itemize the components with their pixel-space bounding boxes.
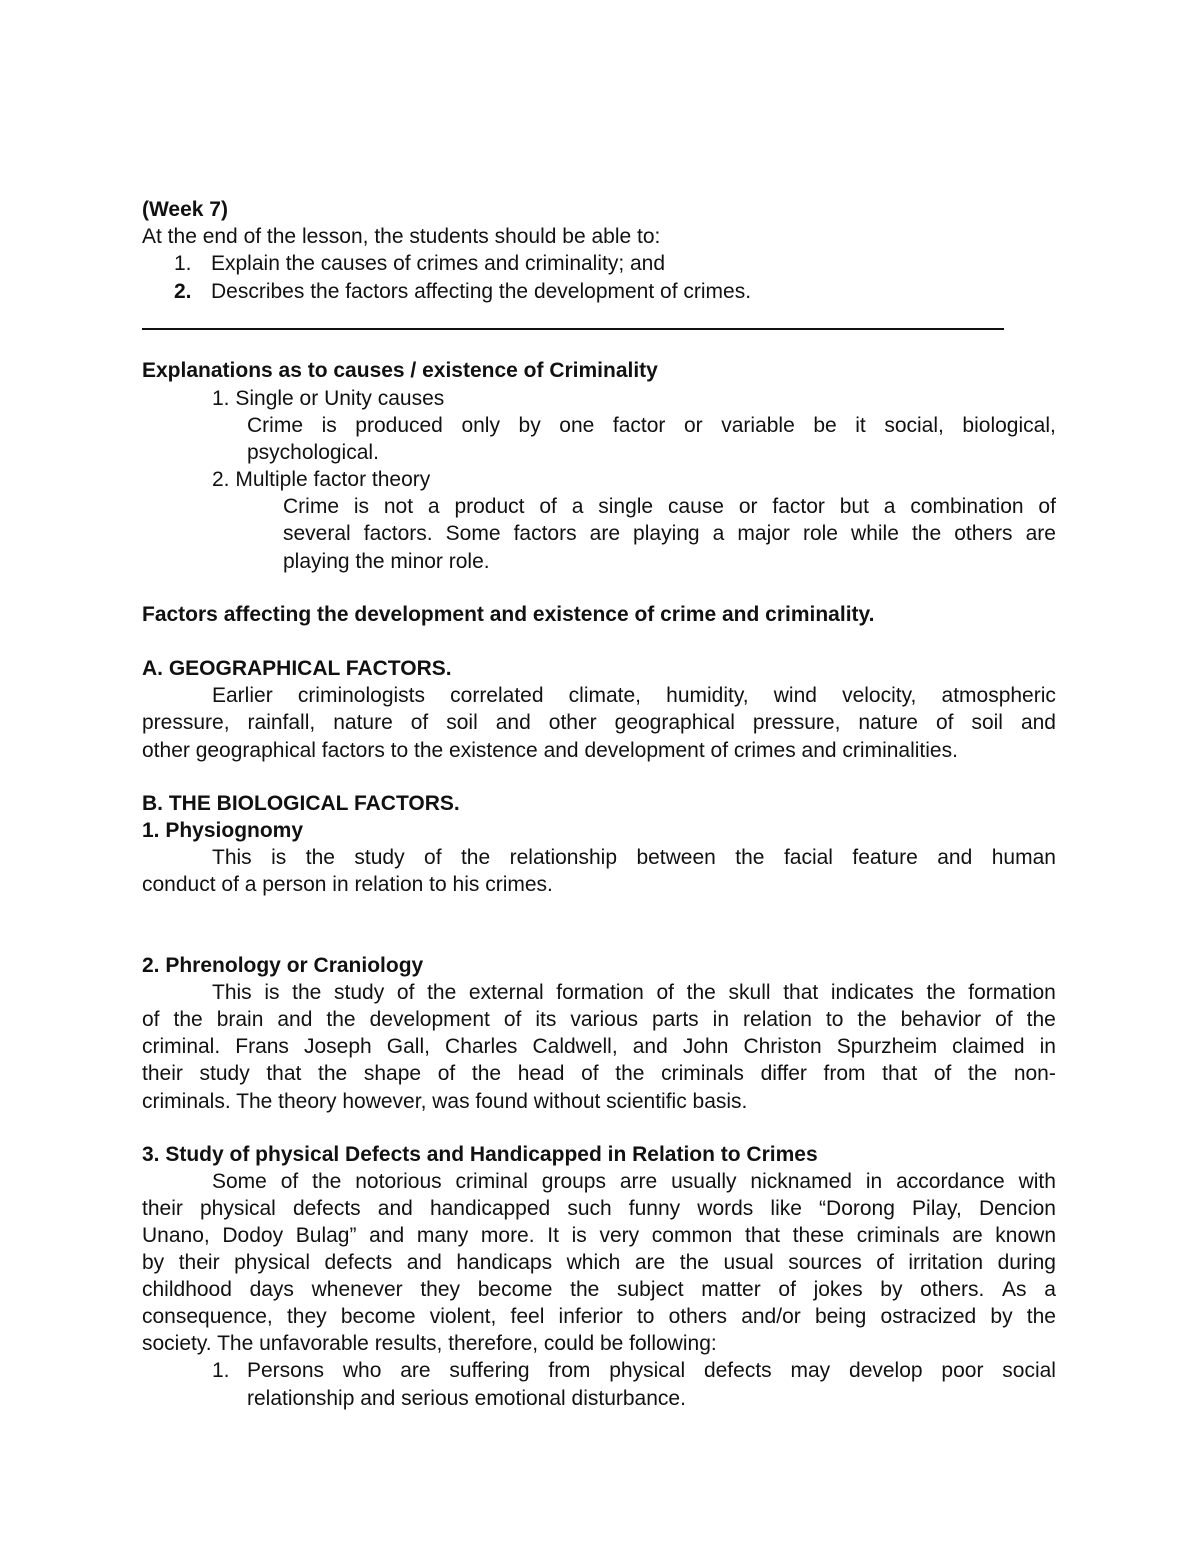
word: relationship: [509, 846, 618, 869]
word: humidity,: [666, 684, 749, 707]
word: many: [416, 1224, 469, 1247]
word: from: [823, 1062, 866, 1085]
word: Some: [445, 522, 501, 545]
paragraph-line: criminals. The theory however, was found without scientific basis.: [142, 1090, 748, 1113]
word: study: [199, 1062, 250, 1085]
word: these: [792, 1224, 845, 1247]
word: Earlier: [212, 684, 273, 707]
explanations-heading: Explanations as to causes / existence of Criminality: [142, 359, 658, 382]
word: a: [883, 495, 896, 518]
word: the: [292, 981, 322, 1004]
word: the: [926, 981, 956, 1004]
word: their: [142, 1197, 183, 1220]
word: is: [321, 414, 337, 437]
word: Frans: [235, 1035, 289, 1058]
word: skull: [728, 981, 771, 1004]
justified-line: [212, 1168, 1056, 1195]
justified-line: [247, 412, 1056, 439]
word: Gall,: [386, 1035, 430, 1058]
word: feel: [510, 1305, 545, 1328]
word: with: [1018, 1170, 1056, 1193]
word: social,: [884, 414, 944, 437]
word: claimed: [952, 1035, 1025, 1058]
word: study: [354, 846, 405, 869]
word: the: [911, 522, 942, 545]
word: of: [656, 981, 675, 1004]
word: the: [312, 1170, 342, 1193]
word: Crime: [247, 414, 303, 437]
word: geographical: [614, 711, 735, 734]
word: the: [427, 981, 457, 1004]
justified-line: [142, 1060, 1056, 1087]
word: variable: [721, 414, 795, 437]
word: Crime: [283, 495, 339, 518]
word: of: [1038, 495, 1056, 518]
word: and: [406, 1251, 442, 1274]
word: Charles: [445, 1035, 518, 1058]
word: a: [571, 495, 584, 518]
word: indicates: [830, 981, 914, 1004]
word: funny: [628, 1197, 681, 1220]
paragraph-line: relationship and serious emotional disturbance.: [247, 1387, 686, 1410]
word: behavior: [900, 1008, 982, 1031]
word: Joseph: [304, 1035, 372, 1058]
word: external: [468, 981, 544, 1004]
word: that: [745, 1224, 781, 1247]
word: nicknamed: [750, 1170, 852, 1193]
word: while: [851, 522, 899, 545]
word: nature: [858, 711, 918, 734]
word: “Dorong: [819, 1197, 895, 1220]
word: inferior: [558, 1305, 623, 1328]
subsection-heading: 2. Phrenology or Craniology: [142, 954, 424, 977]
paragraph-line: playing the minor role.: [283, 550, 490, 573]
word: nature: [333, 711, 393, 734]
word: formation: [556, 981, 644, 1004]
word: John: [682, 1035, 729, 1058]
word: formation: [968, 981, 1056, 1004]
justified-line: [142, 1006, 1056, 1033]
word: criminal.: [142, 1035, 221, 1058]
justified-line: [212, 682, 1056, 709]
word: soil: [446, 711, 478, 734]
word: defects: [324, 1251, 393, 1274]
word: become: [340, 1305, 416, 1328]
word: the: [318, 1062, 348, 1085]
word: and: [1020, 711, 1056, 734]
factors-heading: Factors affecting the development and existence of crime and criminality.: [142, 603, 875, 626]
word: human: [991, 846, 1056, 869]
justified-line: [283, 493, 1056, 520]
word: differ: [760, 1062, 807, 1085]
word: of: [396, 981, 415, 1004]
word: may: [790, 1359, 831, 1382]
word: the: [305, 846, 335, 869]
word: matter: [701, 1278, 761, 1301]
word: the: [615, 1062, 645, 1085]
word: is: [571, 1224, 587, 1247]
word: is: [353, 495, 370, 518]
list-item-title: 2. Multiple factor theory: [212, 468, 431, 491]
word: single: [598, 495, 654, 518]
justified-line: [142, 1249, 1056, 1276]
word: which: [566, 1251, 621, 1274]
word: their: [142, 1062, 183, 1085]
word: feature: [852, 846, 918, 869]
word: being: [814, 1305, 867, 1328]
word: Pilay,: [912, 1197, 962, 1220]
separator-line: [142, 328, 1004, 330]
word: brain: [216, 1008, 264, 1031]
word: combination: [910, 495, 1024, 518]
word: produced: [355, 414, 443, 437]
justified-line: [212, 844, 1056, 871]
word: soil: [971, 711, 1003, 734]
word: of: [280, 1170, 299, 1193]
justified-line: [142, 1195, 1056, 1222]
word: several: [283, 522, 351, 545]
paragraph-line: psychological.: [247, 441, 379, 464]
word: of: [539, 495, 557, 518]
objective-number: 2.: [174, 280, 192, 303]
word: various: [570, 1008, 639, 1031]
word: the: [1026, 1008, 1056, 1031]
word: from: [548, 1359, 591, 1382]
word: a: [427, 495, 440, 518]
word: factors: [513, 522, 577, 545]
word: correlated: [450, 684, 544, 707]
paragraph-line: conduct of a person in relation to his crimes.: [142, 873, 553, 896]
word: very: [599, 1224, 640, 1247]
word: are: [634, 1251, 666, 1274]
word: others.: [920, 1278, 985, 1301]
word: criminals: [856, 1224, 940, 1247]
subsection-heading: 1. Physiognomy: [142, 819, 304, 842]
word: the: [326, 1008, 356, 1031]
word: the: [735, 846, 765, 869]
word: notorious: [355, 1170, 442, 1193]
word: others: [954, 522, 1013, 545]
justified-line: [212, 979, 1056, 1006]
list-item-title: 1. Single or Unity causes: [212, 387, 445, 410]
word: Caldwell,: [532, 1035, 618, 1058]
word: and: [369, 1224, 405, 1247]
word: are: [952, 1224, 983, 1247]
word: in: [1039, 1035, 1056, 1058]
word: others: [668, 1305, 728, 1328]
word: violent,: [429, 1305, 497, 1328]
paragraph-line: other geographical factors to the existence and development of crimes and criminalities.: [142, 739, 958, 762]
word: they: [286, 1305, 327, 1328]
word: parts: [652, 1008, 699, 1031]
word: Bulag”: [295, 1224, 357, 1247]
word: known: [995, 1224, 1056, 1247]
word: physical: [199, 1197, 276, 1220]
word: who: [342, 1359, 382, 1382]
word: the: [471, 1062, 502, 1085]
word: of: [424, 846, 442, 869]
word: Dodoy: [222, 1224, 284, 1247]
word: This: [212, 981, 252, 1004]
word: atmospheric: [941, 684, 1056, 707]
word: such: [567, 1197, 612, 1220]
objective-text: Describes the factors affecting the development of crimes.: [211, 280, 752, 303]
word: the: [173, 1008, 203, 1031]
word: criminals: [661, 1062, 744, 1085]
word: of: [437, 1062, 456, 1085]
justified-line: [283, 520, 1056, 547]
word: is: [264, 981, 280, 1004]
section-heading: B. THE BIOLOGICAL FACTORS.: [142, 792, 460, 815]
word: factor: [772, 495, 825, 518]
word: criminologists: [297, 684, 426, 707]
justified-line: [142, 1303, 1056, 1330]
word: the: [460, 846, 491, 869]
list-item-number: 1.: [212, 1359, 230, 1382]
word: irritation: [908, 1251, 984, 1274]
word: playing: [633, 522, 700, 545]
word: groups: [541, 1170, 606, 1193]
word: the: [570, 1278, 600, 1301]
word: other: [548, 711, 597, 734]
word: in: [865, 1170, 883, 1193]
word: more.: [480, 1224, 535, 1247]
word: Christon: [743, 1035, 822, 1058]
word: Spurzheim: [836, 1035, 938, 1058]
word: its: [535, 1008, 557, 1031]
word: or: [683, 414, 703, 437]
word: poor: [941, 1359, 984, 1382]
word: the: [967, 1062, 998, 1085]
word: product: [454, 495, 525, 518]
word: childhood: [142, 1278, 232, 1301]
word: words: [697, 1197, 754, 1220]
word: suffering: [449, 1359, 530, 1382]
word: of: [581, 1062, 599, 1085]
word: be: [813, 414, 837, 437]
word: handicapped: [429, 1197, 551, 1220]
word: the: [679, 1251, 709, 1274]
word: of: [410, 711, 429, 734]
word: during: [997, 1251, 1056, 1274]
word: facial: [783, 846, 833, 869]
word: is: [271, 846, 287, 869]
word: study: [334, 981, 385, 1004]
word: and: [377, 1197, 413, 1220]
word: Persons: [247, 1359, 325, 1382]
word: As: [1002, 1278, 1027, 1301]
word: and: [937, 846, 973, 869]
word: that: [783, 981, 819, 1004]
word: but: [839, 495, 869, 518]
word: ostracized: [880, 1305, 977, 1328]
paragraph-line: society. The unfavorable results, therefore, could be following:: [142, 1332, 717, 1355]
word: develop: [849, 1359, 923, 1382]
word: criminal: [455, 1170, 528, 1193]
word: a: [712, 522, 725, 545]
word: pressure,: [142, 711, 230, 734]
word: physical: [234, 1251, 310, 1274]
word: of: [933, 1062, 952, 1085]
word: by: [990, 1305, 1013, 1328]
word: velocity,: [842, 684, 917, 707]
word: It: [547, 1224, 559, 1247]
word: between: [636, 846, 716, 869]
word: and: [495, 711, 531, 734]
word: consequence,: [142, 1305, 273, 1328]
word: defects: [703, 1359, 772, 1382]
word: or: [738, 495, 758, 518]
word: common: [651, 1224, 733, 1247]
word: subject: [616, 1278, 684, 1301]
word: cause: [667, 495, 724, 518]
word: pressure,: [752, 711, 841, 734]
word: shape: [363, 1062, 422, 1085]
word: the: [857, 1008, 887, 1031]
word: This: [212, 846, 252, 869]
word: Some: [212, 1170, 267, 1193]
word: their: [178, 1251, 220, 1274]
word: head: [517, 1062, 565, 1085]
word: are: [589, 522, 620, 545]
word: they: [420, 1278, 461, 1301]
objective-number: 1.: [174, 252, 192, 275]
word: a: [1044, 1278, 1056, 1301]
word: that: [266, 1062, 302, 1085]
word: it: [855, 414, 866, 437]
word: of: [995, 1008, 1013, 1031]
word: jokes: [813, 1278, 863, 1301]
word: days: [249, 1278, 294, 1301]
word: of: [778, 1278, 796, 1301]
word: handicaps: [456, 1251, 553, 1274]
word: to: [825, 1008, 844, 1031]
word: in: [712, 1008, 730, 1031]
word: climate,: [568, 684, 642, 707]
justified-line: [142, 1276, 1056, 1303]
word: whenever: [311, 1278, 403, 1301]
word: usually: [671, 1170, 737, 1193]
objectives-intro: At the end of the lesson, the students should be able to:: [142, 225, 661, 248]
justified-line: [247, 1357, 1056, 1384]
word: only: [461, 414, 500, 437]
word: sources: [788, 1251, 862, 1274]
word: rainfall,: [247, 711, 316, 734]
word: of: [935, 711, 954, 734]
objective-text: Explain the causes of crimes and criminality; and: [211, 252, 666, 275]
word: of: [142, 1008, 160, 1031]
word: by: [518, 414, 541, 437]
word: not: [383, 495, 414, 518]
word: Unano,: [142, 1224, 210, 1247]
word: social: [1002, 1359, 1056, 1382]
word: to: [636, 1305, 655, 1328]
week-label: (Week 7): [142, 198, 228, 221]
justified-line: [142, 1222, 1056, 1249]
word: the: [686, 981, 716, 1004]
justified-line: [142, 709, 1056, 736]
word: like: [770, 1197, 802, 1220]
justified-line: [142, 1033, 1056, 1060]
word: factors.: [363, 522, 433, 545]
word: the: [1026, 1305, 1056, 1328]
word: major: [737, 522, 790, 545]
word: non-: [1013, 1062, 1056, 1085]
word: one: [559, 414, 595, 437]
word: physical: [609, 1359, 686, 1382]
word: role: [802, 522, 838, 545]
subsection-heading: 3. Study of physical Defects and Handicapped in Relation to Crimes: [142, 1143, 818, 1166]
word: relation: [743, 1008, 812, 1031]
word: biological,: [962, 414, 1056, 437]
word: by: [880, 1278, 903, 1301]
word: that: [882, 1062, 918, 1085]
word: factor: [612, 414, 666, 437]
word: Dencion: [978, 1197, 1056, 1220]
word: and: [632, 1035, 668, 1058]
word: are: [400, 1359, 431, 1382]
word: are: [1025, 522, 1056, 545]
word: of: [876, 1251, 894, 1274]
word: development: [369, 1008, 490, 1031]
word: and/or: [741, 1305, 801, 1328]
word: wind: [773, 684, 817, 707]
word: and: [277, 1008, 313, 1031]
word: of: [503, 1008, 522, 1031]
word: defects: [292, 1197, 361, 1220]
word: usual: [723, 1251, 774, 1274]
word: become: [477, 1278, 553, 1301]
word: by: [142, 1251, 165, 1274]
word: accordance: [896, 1170, 1005, 1193]
word: arre: [619, 1170, 658, 1193]
section-heading: A. GEOGRAPHICAL FACTORS.: [142, 657, 452, 680]
